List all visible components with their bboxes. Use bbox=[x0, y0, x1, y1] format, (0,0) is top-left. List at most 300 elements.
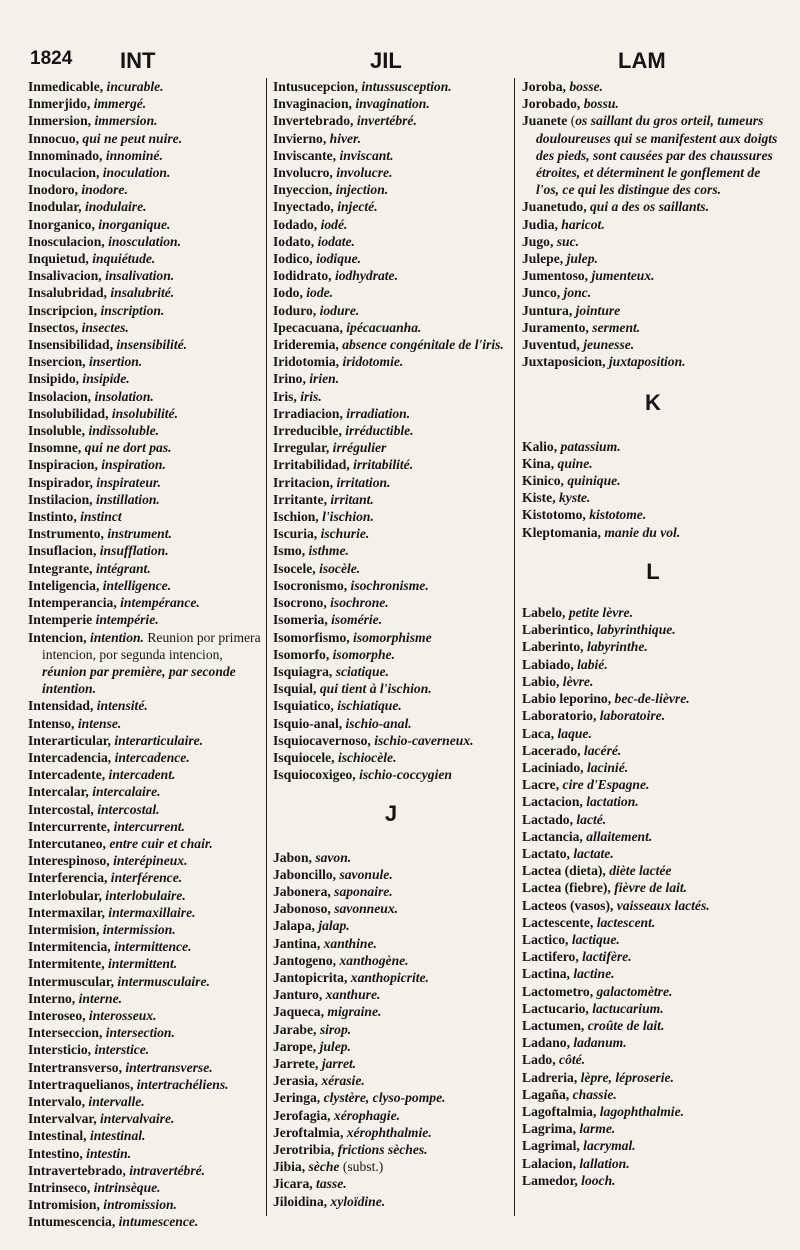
dictionary-entry bbox=[522, 707, 784, 724]
entry-translation: xanthine. bbox=[323, 935, 377, 951]
dictionary-entry bbox=[273, 130, 509, 147]
entry-translation: laque. bbox=[557, 725, 592, 741]
entry-headword: Integrante, bbox=[28, 560, 96, 576]
dictionary-entry bbox=[273, 491, 509, 508]
entry-translation: iridotomie. bbox=[342, 354, 404, 370]
dictionary-entry bbox=[28, 1041, 264, 1058]
entry-translation: qui a des os saillants. bbox=[590, 199, 709, 215]
dictionary-entry bbox=[28, 697, 264, 714]
column-divider bbox=[266, 78, 267, 1216]
entry-headword: Jalapa, bbox=[273, 918, 319, 934]
dictionary-entry bbox=[28, 181, 264, 198]
column-right bbox=[522, 78, 784, 1189]
entry-translation: ladanum. bbox=[573, 1035, 627, 1051]
entry-headword: Lactancia, bbox=[522, 828, 587, 844]
entry-translation: l'ischion. bbox=[322, 509, 374, 525]
dictionary-entry bbox=[273, 302, 509, 319]
entry-translation: ischiocèle. bbox=[337, 749, 397, 765]
entry-headword: Jarabe, bbox=[273, 1021, 320, 1037]
entry-headword: Kleptomania, bbox=[522, 524, 605, 540]
entry-headword: Lacteos (vasos), bbox=[522, 897, 617, 913]
dictionary-entry bbox=[273, 1158, 509, 1175]
dictionary-entry bbox=[28, 629, 264, 698]
entry-translation: entre cuir et chair. bbox=[109, 835, 213, 851]
entry-translation: saponaire. bbox=[334, 883, 393, 899]
dictionary-entry bbox=[273, 181, 509, 198]
entry-headword: Intermision, bbox=[28, 921, 103, 937]
dictionary-entry bbox=[273, 749, 509, 766]
dictionary-entry bbox=[28, 1196, 264, 1213]
entry-headword: Kiste, bbox=[522, 490, 559, 506]
entry-headword: Insuflacion, bbox=[28, 543, 100, 559]
entry-headword: Juanetudo, bbox=[522, 199, 590, 215]
entry-translation: inodulaire. bbox=[84, 199, 147, 215]
dictionary-entry bbox=[522, 983, 784, 1000]
dictionary-entry bbox=[28, 1162, 264, 1179]
dictionary-entry bbox=[28, 422, 264, 439]
dictionary-entry bbox=[273, 284, 509, 301]
entry-headword: Intersticio, bbox=[28, 1042, 95, 1058]
entry-headword: Irregular, bbox=[273, 440, 333, 456]
dictionary-entry bbox=[28, 456, 264, 473]
entry-translation: intussusception. bbox=[361, 79, 452, 94]
dictionary-entry bbox=[273, 969, 509, 986]
entry-translation: insalivation. bbox=[105, 268, 175, 284]
dictionary-entry bbox=[28, 594, 264, 611]
entry-headword: Jumentoso, bbox=[522, 268, 592, 284]
entry-translation: interférence. bbox=[110, 870, 183, 886]
dictionary-entry bbox=[273, 508, 509, 525]
entry-translation: insufflation. bbox=[99, 543, 169, 559]
dictionary-entry bbox=[273, 198, 509, 215]
entry-headword: Ipecacuana, bbox=[273, 319, 347, 335]
entry-translation: intestinal. bbox=[89, 1128, 146, 1144]
entry-translation: quine. bbox=[557, 455, 593, 471]
dictionary-entry bbox=[273, 353, 509, 370]
dictionary-entry bbox=[28, 1059, 264, 1076]
dictionary-entry bbox=[28, 1007, 264, 1024]
entry-headword: Lactifero, bbox=[522, 949, 583, 965]
entry-headword: Intercalar, bbox=[28, 784, 93, 800]
entry-translation: kyste. bbox=[559, 490, 591, 506]
dictionary-entry bbox=[273, 456, 509, 473]
entry-headword: Lactacion, bbox=[522, 794, 587, 810]
entry-headword: Jabonoso, bbox=[273, 901, 335, 917]
dictionary-entry bbox=[273, 629, 509, 646]
dictionary-entry bbox=[522, 897, 784, 914]
entry-translation: isomorphisme bbox=[353, 629, 432, 645]
entry-headword: Laberintico, bbox=[522, 622, 597, 638]
dictionary-entry bbox=[28, 577, 264, 594]
entry-translation: irréductible. bbox=[345, 423, 414, 439]
dictionary-entry bbox=[273, 525, 509, 542]
entry-translation: intertransverse. bbox=[125, 1059, 213, 1075]
entry-headword: Intercutaneo, bbox=[28, 835, 110, 851]
dictionary-entry bbox=[273, 388, 509, 405]
entry-headword: Intercurrente, bbox=[28, 818, 114, 834]
entry-translation: intermusculaire. bbox=[117, 973, 210, 989]
dictionary-entry bbox=[28, 938, 264, 955]
entry-headword: Instrumento, bbox=[28, 526, 108, 542]
entry-translation: jonc. bbox=[563, 285, 592, 301]
entry-translation: intervalvaire. bbox=[100, 1111, 175, 1127]
entry-headword: Inquietud, bbox=[28, 251, 93, 267]
entry-headword: Instinto, bbox=[28, 509, 81, 525]
entry-translation: vaisseaux lactés. bbox=[616, 897, 710, 913]
dictionary-entry bbox=[522, 1103, 784, 1120]
entry-translation: ischurie. bbox=[320, 526, 370, 542]
dictionary-entry bbox=[273, 95, 509, 112]
dictionary-entry bbox=[28, 766, 264, 783]
dictionary-entry bbox=[273, 577, 509, 594]
entry-translation: injecté. bbox=[337, 199, 378, 215]
entry-translation: isomérie. bbox=[331, 612, 383, 628]
entry-translation: inosculation. bbox=[108, 233, 181, 249]
dictionary-entry bbox=[522, 1172, 784, 1189]
entry-translation: interlobulaire. bbox=[105, 887, 186, 903]
entry-headword: Lagrima, bbox=[522, 1121, 580, 1137]
entry-headword: Intensidad, bbox=[28, 698, 97, 714]
entry-translation: irien. bbox=[309, 371, 340, 387]
dictionary-entry bbox=[28, 405, 264, 422]
entry-headword: Lacre, bbox=[522, 777, 563, 793]
entry-headword: Irritabilidad, bbox=[273, 457, 354, 473]
entry-headword: Invaginacion, bbox=[273, 96, 356, 112]
entry-headword: Inyectado, bbox=[273, 199, 338, 215]
dictionary-entry bbox=[522, 604, 784, 621]
dictionary-entry bbox=[28, 611, 264, 628]
dictionary-entry bbox=[28, 216, 264, 233]
dictionary-entry bbox=[273, 1175, 509, 1192]
entry-headword: Insoluble, bbox=[28, 423, 89, 439]
dictionary-entry bbox=[522, 690, 784, 707]
dictionary-entry bbox=[522, 524, 784, 541]
dictionary-entry bbox=[273, 560, 509, 577]
entry-headword: Jibia, bbox=[273, 1159, 309, 1175]
entry-headword: Jugo, bbox=[522, 233, 557, 249]
entry-translation: savonule. bbox=[339, 866, 393, 882]
dictionary-entry bbox=[273, 405, 509, 422]
entry-headword: Isquiatico, bbox=[273, 698, 338, 714]
entry-translation: looch. bbox=[581, 1172, 616, 1188]
entry-translation: fièvre de lait. bbox=[614, 880, 688, 896]
entry-headword: Intertransverso, bbox=[28, 1059, 126, 1075]
entry-headword: Insectos, bbox=[28, 319, 82, 335]
dictionary-entry bbox=[273, 1072, 509, 1089]
dictionary-entry bbox=[522, 302, 784, 319]
dictionary-entry bbox=[28, 112, 264, 129]
entry-headword: Insercion, bbox=[28, 354, 89, 370]
dictionary-entry bbox=[273, 917, 509, 934]
entry-headword: Kistotomo, bbox=[522, 507, 590, 523]
entry-headword: Inorganico, bbox=[28, 216, 99, 232]
entry-translation: absence congénitale de l'iris. bbox=[342, 337, 504, 353]
entry-translation: jumenteux. bbox=[591, 268, 655, 284]
dictionary-entry bbox=[522, 233, 784, 250]
dictionary-entry bbox=[522, 948, 784, 965]
entry-translation: interépineux. bbox=[113, 853, 188, 869]
entry-headword: Juanete bbox=[522, 113, 571, 129]
entry-headword: Lactico, bbox=[522, 931, 572, 947]
dictionary-entry bbox=[28, 491, 264, 508]
entry-headword: Kinico, bbox=[522, 473, 568, 489]
running-head-center: JIL bbox=[370, 48, 402, 73]
dictionary-entry bbox=[522, 267, 784, 284]
dictionary-entry bbox=[522, 216, 784, 233]
entry-translation: inscription. bbox=[100, 302, 165, 318]
dictionary-entry bbox=[522, 965, 784, 982]
dictionary-entry bbox=[28, 955, 264, 972]
entry-translation: ischio-caverneux. bbox=[374, 732, 474, 748]
entry-headword: Isquiocoxigeo, bbox=[273, 767, 360, 783]
entry-headword: Labiado, bbox=[522, 656, 578, 672]
entry-translation: isomorphe. bbox=[332, 646, 395, 662]
entry-translation: irradiation. bbox=[346, 405, 411, 421]
entry-headword: Isquiocele, bbox=[273, 749, 338, 765]
entry-translation: lactucarium. bbox=[592, 1000, 664, 1016]
entry-translation: jointure bbox=[575, 302, 621, 318]
entry-headword: Insomne, bbox=[28, 440, 85, 456]
entry-translation: intravertébré. bbox=[129, 1162, 206, 1178]
dictionary-entry bbox=[28, 147, 264, 164]
entry-translation: inspiration. bbox=[101, 457, 166, 473]
dictionary-entry bbox=[522, 1051, 784, 1068]
entry-translation: insectes. bbox=[81, 319, 129, 335]
dictionary-entry bbox=[28, 990, 264, 1007]
entry-headword: Laboratorio, bbox=[522, 708, 600, 724]
entry-headword: Jarope, bbox=[273, 1038, 320, 1054]
entry-translation: julep. bbox=[319, 1038, 351, 1054]
entry-headword: Ladano, bbox=[522, 1035, 574, 1051]
entry-headword: Intumescencia, bbox=[28, 1214, 119, 1230]
entry-translation: iodate. bbox=[317, 233, 355, 249]
entry-headword: Isquial, bbox=[273, 681, 320, 697]
entry-translation: insipide. bbox=[82, 371, 130, 387]
dictionary-entry bbox=[522, 438, 784, 455]
entry-translation: isochronisme. bbox=[350, 577, 429, 593]
dictionary-entry bbox=[522, 1000, 784, 1017]
dictionary-entry bbox=[28, 267, 264, 284]
entry-headword: Invertebrado, bbox=[273, 113, 357, 129]
entry-translation: xanthure. bbox=[325, 987, 381, 1003]
entry-translation: lactifère. bbox=[582, 949, 632, 965]
dictionary-entry bbox=[28, 801, 264, 818]
dictionary-entry bbox=[28, 1093, 264, 1110]
entry-translation: lactique. bbox=[571, 931, 620, 947]
entry-headword: Intemperancia, bbox=[28, 595, 121, 611]
entry-translation: intercadent. bbox=[108, 767, 176, 783]
entry-headword: Jantopicrita, bbox=[273, 969, 351, 985]
entry-translation: insolubilité. bbox=[111, 405, 178, 421]
entry-headword: Jaqueca, bbox=[273, 1004, 328, 1020]
dictionary-entry bbox=[273, 112, 509, 129]
entry-translation: intercalaire. bbox=[92, 784, 161, 800]
dictionary-entry bbox=[522, 862, 784, 879]
dictionary-entry bbox=[522, 1155, 784, 1172]
entry-headword: Inoculacion, bbox=[28, 165, 103, 181]
entry-headword: Insalubridad, bbox=[28, 285, 111, 301]
entry-headword: Intervalvar, bbox=[28, 1111, 100, 1127]
entry-headword: Irideremia, bbox=[273, 337, 343, 353]
dictionary-entry bbox=[273, 766, 509, 783]
dictionary-entry bbox=[522, 1034, 784, 1051]
entry-headword: Lagrimal, bbox=[522, 1138, 584, 1154]
entry-translation: tasse. bbox=[316, 1176, 347, 1192]
entry-translation: serment. bbox=[592, 319, 641, 335]
entry-headword: Intercadencia, bbox=[28, 749, 115, 765]
entry-headword: Isquiagra, bbox=[273, 663, 336, 679]
entry-headword: Iodado, bbox=[273, 216, 321, 232]
entry-translation: savonneux. bbox=[334, 901, 399, 917]
entry-headword: Insensibilidad, bbox=[28, 337, 117, 353]
dictionary-entry bbox=[522, 638, 784, 655]
entry-headword: Jantina, bbox=[273, 935, 324, 951]
entry-translation: manie du vol. bbox=[604, 524, 681, 540]
entry-headword: Janturo, bbox=[273, 987, 326, 1003]
entry-headword: Interoseo, bbox=[28, 1007, 89, 1023]
entry-translation: intumescence. bbox=[118, 1214, 199, 1230]
entry-headword: Intenso, bbox=[28, 715, 78, 731]
dictionary-entry bbox=[273, 147, 509, 164]
entry-translation: os saillant du gros orteil, tumeurs douloureuses qui se manifestent aux doigts des pieds, sont causées par des chaussures étroites, et déterminent le gonflement de l'os, ce qui les distingue des cors. bbox=[536, 113, 778, 198]
entry-translation: jeunesse. bbox=[583, 337, 635, 353]
entry-translation: intermittence. bbox=[114, 939, 192, 955]
entry-headword: Innocuo, bbox=[28, 130, 83, 146]
entry-translation: intermission. bbox=[102, 921, 176, 937]
dictionary-entry bbox=[28, 818, 264, 835]
dictionary-entry bbox=[522, 112, 784, 198]
entry-translation: lèpre, léproserie. bbox=[580, 1069, 674, 1085]
entry-headword: Intestinal, bbox=[28, 1128, 90, 1144]
entry-headword: Jantogeno, bbox=[273, 952, 340, 968]
entry-headword: Lactometro, bbox=[522, 983, 597, 999]
entry-headword: Insolubilidad, bbox=[28, 405, 112, 421]
entry-headword: Insolacion, bbox=[28, 388, 95, 404]
dictionary-entry bbox=[273, 250, 509, 267]
entry-translation: innominé. bbox=[105, 147, 163, 163]
entry-headword: Labelo, bbox=[522, 605, 569, 621]
dictionary-entry bbox=[273, 1107, 509, 1124]
entry-translation: inodore. bbox=[81, 182, 128, 198]
entry-headword: Iodidrato, bbox=[273, 268, 335, 284]
entry-headword: Jabonera, bbox=[273, 883, 335, 899]
dictionary-entry bbox=[522, 673, 784, 690]
entry-translation: hiver. bbox=[329, 130, 361, 146]
entry-translation: petite lèvre. bbox=[568, 605, 633, 621]
entry-note: Reunion por primera intencion, por segunda intencion, bbox=[42, 629, 261, 662]
entry-translation: labyrinthique. bbox=[596, 622, 676, 638]
dictionary-entry bbox=[28, 388, 264, 405]
entry-headword: Lactina, bbox=[522, 966, 574, 982]
entry-headword: Ischion, bbox=[273, 509, 323, 525]
entry-translation: xanthopicrite. bbox=[350, 969, 429, 985]
entry-translation: inspirateur. bbox=[96, 474, 161, 490]
entry-translation: galactomètre. bbox=[596, 983, 673, 999]
running-head-right: LAM bbox=[618, 48, 666, 73]
dictionary-entry bbox=[28, 353, 264, 370]
entry-translation: intense. bbox=[77, 715, 122, 731]
dictionary-entry bbox=[28, 302, 264, 319]
entry-headword: Inscripcion, bbox=[28, 302, 101, 318]
dictionary-entry bbox=[28, 319, 264, 336]
dictionary-entry bbox=[273, 732, 509, 749]
entry-headword: Ladreria, bbox=[522, 1069, 581, 1085]
entry-headword: Intercadente, bbox=[28, 767, 109, 783]
entry-translation: labié. bbox=[577, 656, 608, 672]
entry-translation: invertébré. bbox=[356, 113, 417, 129]
entry-translation: haricot. bbox=[561, 216, 605, 232]
entry-translation: lèvre. bbox=[562, 673, 594, 689]
dictionary-entry bbox=[273, 986, 509, 1003]
dictionary-entry bbox=[522, 1086, 784, 1103]
entry-headword: Intervalo, bbox=[28, 1093, 89, 1109]
entry-headword: Isomorfo, bbox=[273, 646, 333, 662]
page-header bbox=[28, 48, 782, 74]
entry-translation: interosseux. bbox=[88, 1007, 157, 1023]
entry-translation: intercurrent. bbox=[113, 818, 185, 834]
dictionary-entry bbox=[273, 594, 509, 611]
dictionary-entry bbox=[273, 883, 509, 900]
entry-translation: isthme. bbox=[308, 543, 349, 559]
dictionary-entry bbox=[28, 233, 264, 250]
column-middle bbox=[273, 78, 509, 1210]
entry-headword: Jerofagia, bbox=[273, 1107, 334, 1123]
dictionary-entry bbox=[28, 370, 264, 387]
dictionary-entry bbox=[28, 1076, 264, 1093]
dictionary-entry bbox=[28, 732, 264, 749]
entry-headword: Jarrete, bbox=[273, 1055, 322, 1071]
dictionary-entry bbox=[28, 715, 264, 732]
entry-translation: instrument. bbox=[107, 526, 172, 542]
dictionary-entry bbox=[273, 1021, 509, 1038]
entry-headword: Irino, bbox=[273, 371, 310, 387]
dictionary-entry bbox=[273, 319, 509, 336]
dictionary-entry bbox=[273, 935, 509, 952]
entry-headword: Jabon, bbox=[273, 849, 316, 865]
dictionary-entry bbox=[28, 904, 264, 921]
entry-headword: Labio, bbox=[522, 673, 563, 689]
entry-translation: bossu. bbox=[583, 96, 619, 112]
entry-translation: irritabilité. bbox=[353, 457, 414, 473]
dictionary-entry bbox=[522, 828, 784, 845]
entry-headword: Lactea (fiebre), bbox=[522, 880, 615, 896]
dictionary-entry bbox=[28, 474, 264, 491]
entry-headword: Lalacion, bbox=[522, 1155, 580, 1171]
dictionary-entry bbox=[273, 1055, 509, 1072]
entry-headword: Lactumen, bbox=[522, 1017, 588, 1033]
entry-translation: lacinié. bbox=[586, 759, 629, 775]
entry-headword: Jeroftalmia, bbox=[273, 1124, 347, 1140]
entry-headword: Laciniado, bbox=[522, 759, 587, 775]
entry-headword: Intermitente, bbox=[28, 956, 109, 972]
entry-translation: iodique. bbox=[316, 251, 361, 267]
dictionary-entry bbox=[273, 611, 509, 628]
dictionary-entry bbox=[28, 749, 264, 766]
entry-headword: Jicara, bbox=[273, 1176, 317, 1192]
entry-headword: Intencion, bbox=[28, 629, 90, 645]
entry-translation: insensibilité. bbox=[116, 337, 188, 353]
entry-translation: irritation. bbox=[336, 474, 391, 490]
entry-translation: intermittent. bbox=[108, 956, 178, 972]
dictionary-entry bbox=[522, 742, 784, 759]
entry-headword: Inyeccion, bbox=[273, 182, 336, 198]
dictionary-entry bbox=[522, 811, 784, 828]
dictionary-entry bbox=[522, 1017, 784, 1034]
entry-translation: xanthogène. bbox=[339, 952, 409, 968]
entry-headword: Interarticular, bbox=[28, 732, 115, 748]
entry-translation: sirop. bbox=[319, 1021, 352, 1037]
dictionary-entry bbox=[28, 1145, 264, 1162]
